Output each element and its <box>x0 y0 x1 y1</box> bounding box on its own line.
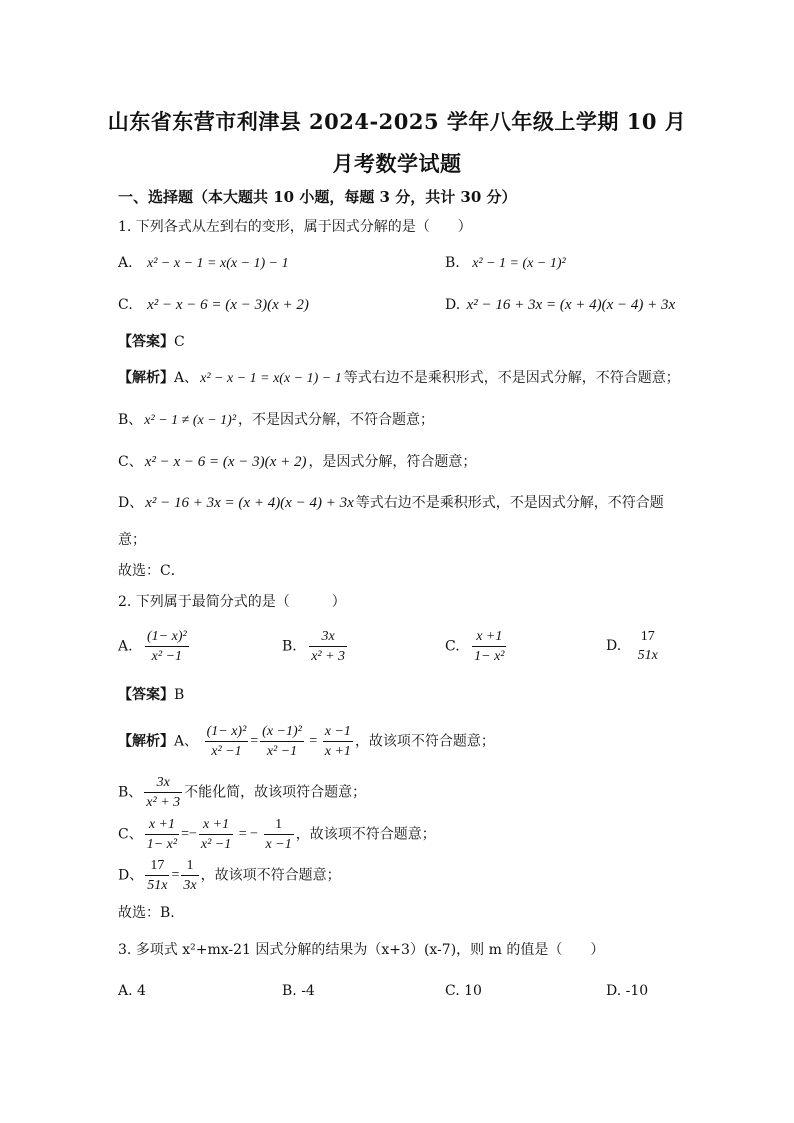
q2-exp-b-frac-num: 3x <box>144 774 182 793</box>
q2-option-d-numerator: 17 <box>640 629 655 644</box>
q1-exp-a-prefix: A、 <box>174 370 199 386</box>
q1-option-d-label: D. <box>445 297 461 313</box>
q1-option-c-label: C. <box>118 297 133 313</box>
q1-stem: 1. 下列各式从左到右的变形，属于因式分解的是（ ） <box>118 219 472 235</box>
q2-exp-a-frac3-den: x +1 <box>324 744 351 759</box>
q2-exp-d-frac2-den: 3x <box>183 878 197 893</box>
q2-answer-value: B <box>174 687 185 703</box>
q2-exp-c-frac2-den: x² −1 <box>200 837 232 852</box>
q2-exp-a-frac1-den: x² −1 <box>211 744 242 759</box>
q2-exp-d-prefix: D、 <box>118 867 144 884</box>
q1-answer-tag: 【答案】 <box>118 334 174 350</box>
q3-option-d: D. -10 <box>606 983 649 999</box>
q1-exp-d-expr: x² − 16 + 3x = (x + 4)(x − 4) + 3x <box>145 495 354 511</box>
q3-option-c: C. 10 <box>445 983 482 999</box>
q2-option-c-label: C. <box>445 638 460 655</box>
q2-exp-a-text: ，故该项不符合题意； <box>354 733 495 750</box>
q3-stem: 3. 多项式 x²+mx-21 因式分解的结果为（x+3）(x-7)，则 m 的值是（ ） <box>118 942 605 958</box>
q2-option-a-numerator: (1− x)² <box>145 628 189 647</box>
q1-option-b-label: B. <box>445 255 460 271</box>
q2-option-d-denominator: 51x <box>637 648 658 663</box>
q2-option-a-denominator: x² −1 <box>151 649 183 664</box>
q2-option-c <box>445 628 508 665</box>
q2-exp-c-frac3-den: x −1 <box>265 837 292 852</box>
q1-exp-b-text: ，不是因式分解，不符合题意； <box>238 412 435 428</box>
q2-exp-a-frac2-den: x² −1 <box>266 744 298 759</box>
q1-analysis-tag: 【解析】 <box>118 370 174 386</box>
q2-answer <box>118 685 184 705</box>
q2-exp-a-frac3 <box>323 723 353 760</box>
q1-option-c <box>118 295 309 315</box>
q1-exp-d-text: 等式右边不是乘积形式，不是因式分解，不符合题 <box>355 495 664 511</box>
q2-explain-b <box>118 774 366 811</box>
q1-option-c-expr: x² − x − 6 = (x − 3)(x + 2) <box>147 297 309 313</box>
q2-explain-c: C、 $\frac{x +1}{\text{1− x²}}$ =− $\frac{x +1}{\text{x² −1}}$ = − $\frac{1}{x -1}$ ，故该项不符合题意； <box>118 817 436 852</box>
q2-option-a-label: A. <box>118 638 133 655</box>
q2-exp-c-frac2-num: x +1 <box>199 816 233 835</box>
q1-exp-a-expr: x² − x − 1 = x(x − 1) − 1 <box>200 371 342 386</box>
q2-option-c-denominator: 1− x² <box>474 649 505 664</box>
q2-analysis-tag: 【解析】 <box>118 733 174 750</box>
q3-option-a: A. 4 <box>118 983 146 999</box>
q2-exp-a-frac2-num: (x −1)² <box>260 723 304 742</box>
q1-exp-b-expr: x² − 1 ≠ (x − 1)² <box>144 413 237 428</box>
q2-option-b <box>282 628 349 665</box>
q2-exp-b-text: 不能化简，故该项符合题意； <box>184 784 367 801</box>
q2-exp-c-frac2 <box>199 816 233 853</box>
q2-exp-c-prefix: C、 <box>118 826 143 843</box>
q2-exp-d-text: ，故该项不符合题意； <box>200 867 341 884</box>
q1-option-a <box>118 253 289 274</box>
q1-option-d-expr: x² − 16 + 3x = (x + 4)(x − 4) + 3x <box>466 297 676 313</box>
q2-exp-a-frac2 <box>260 723 304 760</box>
q2-exp-c-frac1-den: 1− x² <box>146 837 178 852</box>
q2-exp-c-text: ，故该项不符合题意； <box>295 826 436 843</box>
q2-exp-d-frac1-num: 17 <box>145 857 169 876</box>
q2-option-c-numerator: x +1 <box>472 628 506 647</box>
q2-exp-c-frac3 <box>264 816 294 853</box>
q2-exp-d-frac2 <box>181 857 198 894</box>
q1-explain-b <box>118 410 434 431</box>
q2-conclusion: 故选：B. <box>118 905 175 921</box>
q1-conclusion: 故选：C． <box>118 563 185 579</box>
q1-answer-value: C <box>174 334 185 350</box>
section-heading: 一、选择题（本大题共 10 小题，每题 3 分，共计 30 分） <box>118 188 517 206</box>
q2-exp-b-frac-den: x² + 3 <box>146 795 181 810</box>
q1-explain-d <box>118 493 664 513</box>
q1-explain-a <box>118 368 680 389</box>
q1-exp-d-prefix: D、 <box>118 495 144 511</box>
q2-exp-c-frac3-num: 1 <box>264 816 294 835</box>
q2-answer-tag: 【答案】 <box>118 687 174 703</box>
q1-exp-c-prefix: C、 <box>118 454 143 470</box>
q2-exp-a-frac1-num: (1− x)² <box>205 723 249 742</box>
q2-option-d-label: D. <box>606 638 622 654</box>
q1-option-b <box>445 253 566 274</box>
q1-option-a-expr: x² − x − 1 = x(x − 1) − 1 <box>147 256 289 271</box>
q2-exp-a-frac3-num: x −1 <box>323 723 353 742</box>
q1-answer <box>118 332 185 352</box>
q1-option-a-label: A. <box>118 255 133 271</box>
q2-option-b-denominator: x² + 3 <box>311 649 346 664</box>
q2-exp-d-frac2-num: 1 <box>181 857 198 876</box>
q1-explain-d-cont: 意； <box>118 532 146 548</box>
q2-exp-b-frac <box>144 774 182 811</box>
q1-exp-c-expr: x² − x − 6 = (x − 3)(x + 2) <box>144 454 307 470</box>
q1-exp-c-text: ，是因式分解，符合题意； <box>308 454 477 470</box>
q2-option-a-fraction <box>145 628 189 665</box>
q1-exp-b-prefix: B、 <box>118 412 143 428</box>
q2-exp-b-prefix: B、 <box>118 784 143 801</box>
q2-explain-a: 【解析】A、 $\frac{\text{(1− x)²}}{\text{x² −1}}$ = $\frac{\text{(x −1)²}}{\text{x² −1}}$ = $\frac{x -1}{x +1}$ ，故该项不符合题意； <box>118 724 495 759</box>
q2-exp-a-prefix: A、 <box>174 733 199 750</box>
document-title-line2: 月考数学试题 <box>332 151 462 176</box>
q2-option-d-fraction <box>636 628 660 664</box>
q2-option-d <box>606 628 662 664</box>
q2-option-b-numerator: 3x <box>309 628 347 647</box>
q2-explain-d: D、 $\frac{17}{51x}$ = $\frac{1}{3x}$ ，故该项不符合题意； <box>118 858 341 893</box>
q1-option-b-expr: x² − 1 = (x − 1)² <box>472 256 566 271</box>
q1-explain-c <box>118 452 476 472</box>
document-title-line1: 山东省东营市利津县 2024-2025 学年八年级上学期 10 月 <box>107 109 687 134</box>
q2-exp-c-frac1 <box>145 816 179 853</box>
q1-option-d <box>445 295 675 315</box>
q2-option-c-fraction <box>472 628 506 665</box>
q2-exp-c-frac1-num: x +1 <box>145 816 179 835</box>
q1-exp-a-text: 等式右边不是乘积形式，不是因式分解，不符合题意； <box>343 370 680 386</box>
q2-option-b-fraction <box>309 628 347 665</box>
q2-exp-d-frac1 <box>145 857 169 894</box>
q3-option-b: B. -4 <box>282 983 315 999</box>
q2-exp-a-frac1 <box>205 723 249 760</box>
q2-option-a <box>118 628 191 665</box>
q2-exp-d-frac1-den: 51x <box>147 878 168 893</box>
q2-stem: 2. 下列属于最简分式的是（ ） <box>118 594 346 610</box>
q2-option-b-label: B. <box>282 638 297 655</box>
